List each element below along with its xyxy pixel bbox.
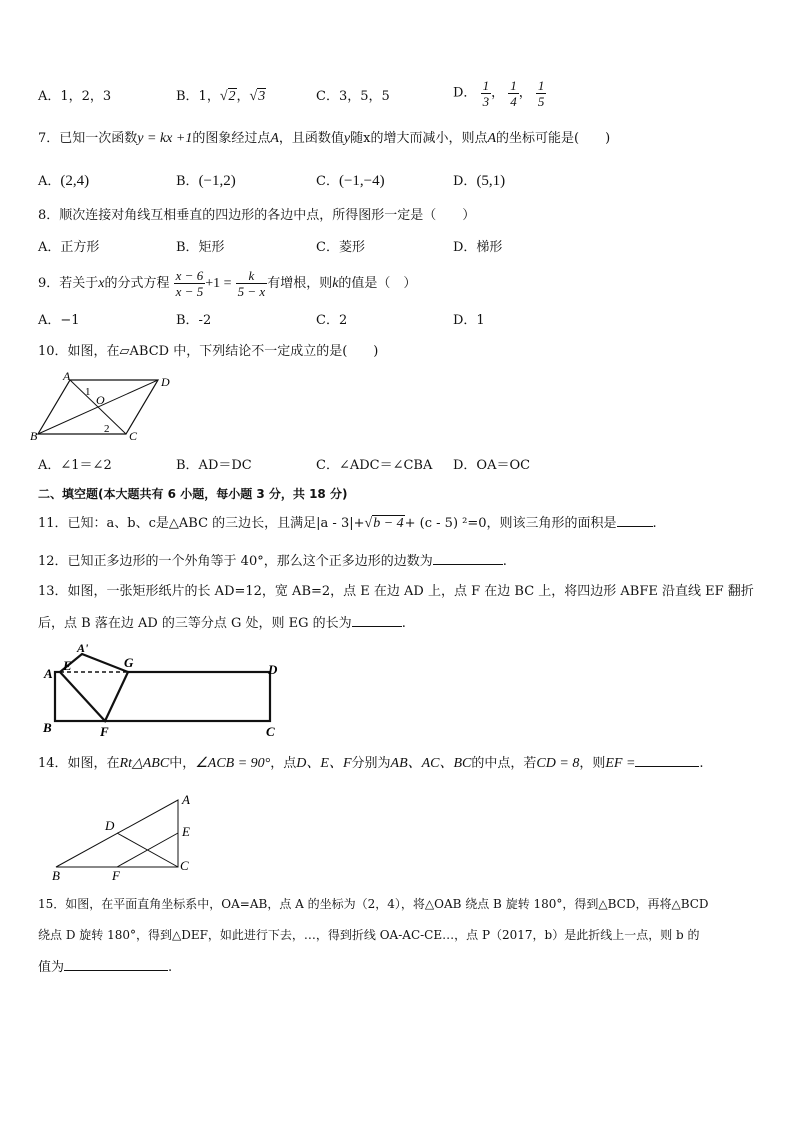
fraction: $\frac{1}{3}$ [482,78,490,109]
q13-line2: 后，点 B 落在边 AD 的三等分点 G 处，则 EG 的长为 . [38,613,406,633]
q8-stem: 8．顺次连接对角线互相垂直的四边形的各边中点，所得图形一定是（ ） [38,208,476,223]
label-c: C [129,429,138,443]
label-a: A [182,792,190,807]
q9-option-d: D．1 [453,313,485,328]
q10-option-b: B．AD＝DC [176,458,252,473]
answer-blank [617,513,653,527]
label-b: B [52,868,60,882]
angle-2-label: 2 [104,423,110,435]
fraction: $\frac{1}{5}$ [537,78,545,109]
label-d: D [161,375,170,389]
label-c: C [266,724,275,739]
label-a: A [63,369,71,383]
label-g: G [124,655,134,670]
label-b: B [30,429,38,443]
q6-option-a: A．1，2，3 [38,89,112,104]
fraction: $\frac{k}{5 - x}$ [237,268,266,299]
label-o: O [96,393,105,407]
q9-option-a: A．−1 [38,313,80,328]
label-f: F [112,868,120,882]
label-a: A [44,666,53,681]
label-a-prime: A' [77,641,89,655]
q9-stem: 9．若关于x的分式方程 $\frac{x - 6}{x - 5}$ +1 = $\frac{k}{5 - x}$ 有增根，则k的值是（ ） [38,268,417,299]
q11-stem: 11．已知：a、b、c是△ABC 的三边长，且满足|a - 3|+√b − 4+ (c - 5) ²=0，则该三角形的面积是 . [38,513,657,533]
label-c: C [180,858,189,873]
angle-1-label: 1 [85,386,91,398]
label-d: D [268,662,278,677]
q7-stem: 7．已知一次函数y = kx +1的图象经过点A，且函数值y随x的增大而减小，则点A的坐标可能是( ) [38,131,611,146]
q7-option-c: C．(−1,−4) [316,173,385,189]
fraction: $\frac{1}{4}$ [510,78,517,109]
diagonal-bd [38,380,158,434]
answer-blank [64,957,168,971]
q12-stem: 12．已知正多边形的一个外角等于 40°，那么这个正多边形的边数为 . [38,551,507,571]
label-e: E [63,658,72,673]
q15-line2: 绕点 D 旋转 180°，得到△DEF，如此进行下去，…，得到折线 OA-AC-CE…，点 P（2017，b）是此折线上一点，则 b 的 [38,928,700,942]
right-triangle-figure [46,790,206,882]
q6-option-d: D． $\frac{1}{3}$ ， $\frac{1}{4}$ ， $\frac{1}{5}$ [453,78,545,109]
q8-option-a: A．正方形 [38,240,100,255]
q7-option-a: A．(2,4) [38,173,90,189]
q10-stem: 10．如图，在▱ABCD 中，下列结论不一定成立的是( ) [38,344,379,359]
q6-option-b: B．1，√2，√3 [176,89,266,104]
q8-option-c: C．菱形 [316,240,365,255]
folded-rectangle-figure [38,640,288,740]
label-f: F [100,724,109,739]
section-heading: 二、填空题(本大题共有 6 小题，每小题 3 分，共 18 分) [38,487,348,501]
q13-line1: 13．如图，一张矩形纸片的长 AD=12，宽 AB=2，点 E 在边 AD 上，点 F 在边 BC 上，将四边形 ABFE 沿直线 EF 翻折 [38,584,754,599]
fraction: $\frac{x - 6}{x - 5}$ [175,268,204,299]
q8-option-d: D．梯形 [453,240,503,255]
q15-line1: 15．如图，在平面直角坐标系中，OA=AB，点 A 的坐标为（2，4），将△OAB 绕点 B 旋转 180°，得到△BCD，再将△BCD [38,897,709,911]
q10-option-a: A．∠1＝∠2 [38,458,112,473]
rectangle-abcd [55,672,270,721]
q10-option-d: D．OA＝OC [453,458,531,473]
q9-option-b: B．-2 [176,313,212,328]
q8-option-b: B．矩形 [176,240,225,255]
q10-option-c: C．∠ADC＝∠CBA [316,458,433,473]
parallelogram-figure [30,368,180,448]
q9-option-c: C．2 [316,313,348,328]
q7-option-b: B．(−1,2) [176,173,236,189]
q15-line3: 值为 . [38,957,172,977]
answer-blank [635,753,699,767]
label-e: E [182,824,190,839]
q14-stem: 14．如图，在Rt△ABC中，∠ACB = 90°，点D、E、F分别为AB、AC、BC的中点，若CD = 8，则EF = . [38,753,704,773]
label-b: B [43,720,52,735]
answer-blank [433,551,503,565]
label-d: D [105,818,115,833]
q6-option-c: C．3，5，5 [316,89,390,104]
answer-blank [352,613,402,627]
q7-option-d: D．(5,1) [453,173,506,189]
